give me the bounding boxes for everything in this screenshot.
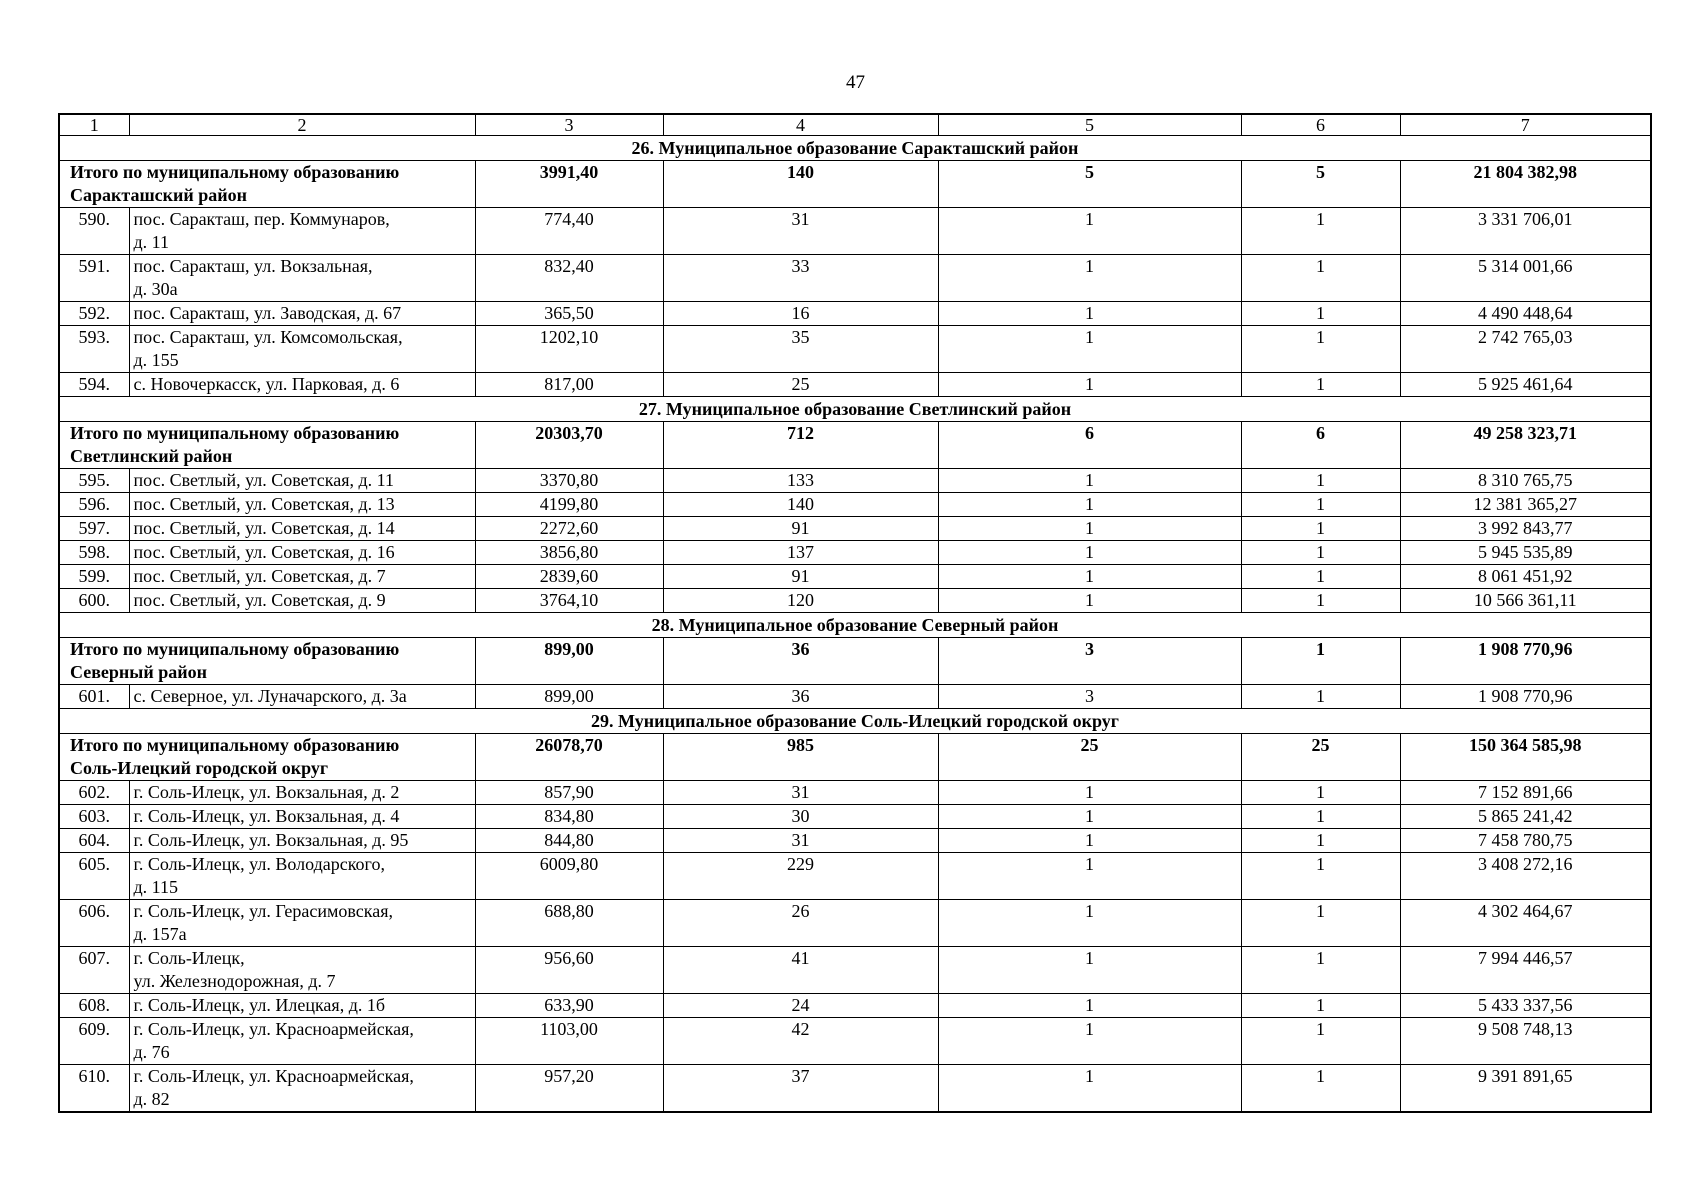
row-cost: 1 908 770,96 bbox=[1400, 685, 1651, 709]
row-cost: 7 152 891,66 bbox=[1400, 781, 1651, 805]
row-col6: 1 bbox=[1241, 589, 1400, 613]
row-address bbox=[129, 853, 475, 900]
row-cost: 3 408 272,16 bbox=[1400, 853, 1651, 900]
row-col6: 1 bbox=[1241, 1018, 1400, 1065]
column-number: 7 bbox=[1400, 114, 1651, 136]
address-line: пос. Светлый, ул. Советская, д. 11 bbox=[133, 470, 394, 490]
row-area: 834,80 bbox=[475, 805, 663, 829]
row-apartments: 26 bbox=[663, 900, 938, 947]
row-cost: 8 310 765,75 bbox=[1400, 469, 1651, 493]
row-number: 594. bbox=[59, 373, 129, 397]
total-area: 899,00 bbox=[475, 638, 663, 685]
table-row bbox=[59, 565, 1651, 589]
table-row bbox=[59, 326, 1651, 373]
total-label-line: Итого по муниципальному образованию bbox=[70, 423, 400, 443]
row-cost: 12 381 365,27 bbox=[1400, 493, 1651, 517]
column-number-row bbox=[59, 114, 1651, 136]
address-line: д. 30а bbox=[133, 279, 178, 299]
row-address bbox=[129, 829, 475, 853]
address-line: пос. Саракташ, ул. Заводская, д. 67 bbox=[133, 303, 402, 323]
row-cost: 4 490 448,64 bbox=[1400, 302, 1651, 326]
total-area: 26078,70 bbox=[475, 734, 663, 781]
address-line: д. 11 bbox=[133, 232, 169, 252]
row-area: 817,00 bbox=[475, 373, 663, 397]
row-number: 606. bbox=[59, 900, 129, 947]
row-cost: 5 945 535,89 bbox=[1400, 541, 1651, 565]
row-col6: 1 bbox=[1241, 805, 1400, 829]
address-line: г. Соль-Илецк, ул. Вокзальная, д. 4 bbox=[133, 806, 400, 826]
row-address bbox=[129, 517, 475, 541]
total-label-line: Итого по муниципальному образованию bbox=[70, 162, 400, 182]
row-apartments: 16 bbox=[663, 302, 938, 326]
row-cost: 5 433 337,56 bbox=[1400, 994, 1651, 1018]
total-col5: 25 bbox=[938, 734, 1241, 781]
row-address bbox=[129, 565, 475, 589]
table-row bbox=[59, 853, 1651, 900]
address-line: д. 157а bbox=[133, 924, 187, 944]
row-apartments: 24 bbox=[663, 994, 938, 1018]
section-total-row bbox=[59, 734, 1651, 781]
page-number: 47 bbox=[846, 72, 865, 93]
row-col6: 1 bbox=[1241, 947, 1400, 994]
row-area: 956,60 bbox=[475, 947, 663, 994]
address-line: пос. Светлый, ул. Советская, д. 16 bbox=[133, 542, 395, 562]
row-address bbox=[129, 781, 475, 805]
total-label bbox=[59, 161, 475, 208]
row-apartments: 37 bbox=[663, 1065, 938, 1113]
total-apartments: 712 bbox=[663, 422, 938, 469]
section-title: 28. Муниципальное образование Северный район bbox=[59, 613, 1651, 638]
row-number: 603. bbox=[59, 805, 129, 829]
row-area: 688,80 bbox=[475, 900, 663, 947]
row-apartments: 36 bbox=[663, 685, 938, 709]
address-line: г. Соль-Илецк, ул. Красноармейская, bbox=[133, 1066, 414, 1086]
total-cost: 1 908 770,96 bbox=[1400, 638, 1651, 685]
address-line: г. Соль-Илецк, ул. Вокзальная, д. 95 bbox=[133, 830, 409, 850]
row-cost: 5 865 241,42 bbox=[1400, 805, 1651, 829]
address-line: г. Соль-Илецк, ул. Красноармейская, bbox=[133, 1019, 414, 1039]
row-apartments: 229 bbox=[663, 853, 938, 900]
row-col5: 1 bbox=[938, 805, 1241, 829]
row-col6: 1 bbox=[1241, 781, 1400, 805]
table-row bbox=[59, 1018, 1651, 1065]
row-address bbox=[129, 947, 475, 994]
row-number: 604. bbox=[59, 829, 129, 853]
row-col6: 1 bbox=[1241, 829, 1400, 853]
address-line: д. 76 bbox=[133, 1042, 170, 1062]
address-line: г. Соль-Илецк, ул. Герасимовская, bbox=[133, 901, 393, 921]
address-line: пос. Светлый, ул. Советская, д. 9 bbox=[133, 590, 386, 610]
table-row bbox=[59, 493, 1651, 517]
row-number: 596. bbox=[59, 493, 129, 517]
section-total-row bbox=[59, 422, 1651, 469]
total-area: 20303,70 bbox=[475, 422, 663, 469]
row-area: 2272,60 bbox=[475, 517, 663, 541]
row-col6: 1 bbox=[1241, 469, 1400, 493]
total-col5: 6 bbox=[938, 422, 1241, 469]
row-col5: 3 bbox=[938, 685, 1241, 709]
address-line: д. 155 bbox=[133, 350, 179, 370]
row-col5: 1 bbox=[938, 255, 1241, 302]
section-header-row bbox=[59, 709, 1651, 734]
row-col5: 1 bbox=[938, 373, 1241, 397]
row-col6: 1 bbox=[1241, 517, 1400, 541]
row-apartments: 31 bbox=[663, 208, 938, 255]
table-row bbox=[59, 685, 1651, 709]
table-row bbox=[59, 517, 1651, 541]
row-address bbox=[129, 1065, 475, 1113]
row-address bbox=[129, 685, 475, 709]
column-number: 3 bbox=[475, 114, 663, 136]
row-apartments: 30 bbox=[663, 805, 938, 829]
row-col5: 1 bbox=[938, 541, 1241, 565]
row-area: 3370,80 bbox=[475, 469, 663, 493]
row-apartments: 35 bbox=[663, 326, 938, 373]
row-cost: 2 742 765,03 bbox=[1400, 326, 1651, 373]
total-apartments: 140 bbox=[663, 161, 938, 208]
row-address bbox=[129, 589, 475, 613]
total-col6: 25 bbox=[1241, 734, 1400, 781]
row-cost: 7 458 780,75 bbox=[1400, 829, 1651, 853]
row-col6: 1 bbox=[1241, 302, 1400, 326]
row-col5: 1 bbox=[938, 493, 1241, 517]
address-line: пос. Саракташ, ул. Вокзальная, bbox=[133, 256, 373, 276]
row-address bbox=[129, 302, 475, 326]
row-number: 591. bbox=[59, 255, 129, 302]
row-apartments: 41 bbox=[663, 947, 938, 994]
row-area: 957,20 bbox=[475, 1065, 663, 1113]
row-address bbox=[129, 994, 475, 1018]
row-col5: 1 bbox=[938, 1018, 1241, 1065]
address-line: ул. Железнодорожная, д. 7 bbox=[133, 971, 336, 991]
section-header-row bbox=[59, 397, 1651, 422]
row-apartments: 120 bbox=[663, 589, 938, 613]
row-area: 6009,80 bbox=[475, 853, 663, 900]
total-cost: 150 364 585,98 bbox=[1400, 734, 1651, 781]
column-number: 6 bbox=[1241, 114, 1400, 136]
table-row bbox=[59, 589, 1651, 613]
row-address bbox=[129, 805, 475, 829]
row-col5: 1 bbox=[938, 781, 1241, 805]
row-area: 857,90 bbox=[475, 781, 663, 805]
row-cost: 3 992 843,77 bbox=[1400, 517, 1651, 541]
row-col6: 1 bbox=[1241, 1065, 1400, 1113]
row-area: 2839,60 bbox=[475, 565, 663, 589]
row-area: 633,90 bbox=[475, 994, 663, 1018]
address-line: пос. Светлый, ул. Советская, д. 7 bbox=[133, 566, 386, 586]
row-col5: 1 bbox=[938, 853, 1241, 900]
row-address bbox=[129, 469, 475, 493]
total-label-line: Саракташский район bbox=[70, 185, 247, 205]
total-col5: 3 bbox=[938, 638, 1241, 685]
row-address bbox=[129, 493, 475, 517]
row-area: 844,80 bbox=[475, 829, 663, 853]
address-line: пос. Светлый, ул. Советская, д. 13 bbox=[133, 494, 395, 514]
row-number: 609. bbox=[59, 1018, 129, 1065]
row-col5: 1 bbox=[938, 900, 1241, 947]
total-label-line: Итого по муниципальному образованию bbox=[70, 639, 400, 659]
row-col5: 1 bbox=[938, 302, 1241, 326]
row-cost: 10 566 361,11 bbox=[1400, 589, 1651, 613]
row-col6: 1 bbox=[1241, 900, 1400, 947]
row-area: 1103,00 bbox=[475, 1018, 663, 1065]
table-row bbox=[59, 1065, 1651, 1113]
section-header-row bbox=[59, 613, 1651, 638]
row-number: 592. bbox=[59, 302, 129, 326]
column-number: 5 bbox=[938, 114, 1241, 136]
row-cost: 7 994 446,57 bbox=[1400, 947, 1651, 994]
address-line: с. Северное, ул. Луначарского, д. 3а bbox=[133, 686, 407, 706]
total-col6: 5 bbox=[1241, 161, 1400, 208]
row-number: 608. bbox=[59, 994, 129, 1018]
row-number: 597. bbox=[59, 517, 129, 541]
row-col5: 1 bbox=[938, 517, 1241, 541]
row-col6: 1 bbox=[1241, 255, 1400, 302]
row-cost: 5 314 001,66 bbox=[1400, 255, 1651, 302]
row-col6: 1 bbox=[1241, 493, 1400, 517]
row-area: 4199,80 bbox=[475, 493, 663, 517]
row-number: 595. bbox=[59, 469, 129, 493]
row-col5: 1 bbox=[938, 326, 1241, 373]
column-number: 1 bbox=[59, 114, 129, 136]
row-address bbox=[129, 326, 475, 373]
table-row bbox=[59, 900, 1651, 947]
table-row bbox=[59, 805, 1651, 829]
row-address bbox=[129, 900, 475, 947]
row-apartments: 31 bbox=[663, 781, 938, 805]
row-col5: 1 bbox=[938, 565, 1241, 589]
total-area: 3991,40 bbox=[475, 161, 663, 208]
row-apartments: 91 bbox=[663, 517, 938, 541]
row-cost: 3 331 706,01 bbox=[1400, 208, 1651, 255]
section-title: 26. Муниципальное образование Саракташский район bbox=[59, 136, 1651, 161]
table-row bbox=[59, 781, 1651, 805]
row-area: 774,40 bbox=[475, 208, 663, 255]
total-label-line: Светлинский район bbox=[70, 446, 233, 466]
total-label bbox=[59, 422, 475, 469]
row-col6: 1 bbox=[1241, 994, 1400, 1018]
total-cost: 49 258 323,71 bbox=[1400, 422, 1651, 469]
row-area: 3764,10 bbox=[475, 589, 663, 613]
row-col6: 1 bbox=[1241, 853, 1400, 900]
register-table bbox=[58, 113, 1652, 1113]
row-number: 590. bbox=[59, 208, 129, 255]
address-line: д. 115 bbox=[133, 877, 178, 897]
row-cost: 5 925 461,64 bbox=[1400, 373, 1651, 397]
row-apartments: 25 bbox=[663, 373, 938, 397]
row-number: 600. bbox=[59, 589, 129, 613]
table-row bbox=[59, 302, 1651, 326]
table-row bbox=[59, 469, 1651, 493]
row-col5: 1 bbox=[938, 208, 1241, 255]
total-col5: 5 bbox=[938, 161, 1241, 208]
total-apartments: 985 bbox=[663, 734, 938, 781]
total-apartments: 36 bbox=[663, 638, 938, 685]
row-apartments: 91 bbox=[663, 565, 938, 589]
row-col5: 1 bbox=[938, 589, 1241, 613]
row-address bbox=[129, 541, 475, 565]
row-number: 598. bbox=[59, 541, 129, 565]
column-number: 2 bbox=[129, 114, 475, 136]
row-number: 601. bbox=[59, 685, 129, 709]
row-number: 610. bbox=[59, 1065, 129, 1113]
row-number: 607. bbox=[59, 947, 129, 994]
table-row bbox=[59, 255, 1651, 302]
address-line: пос. Саракташ, пер. Коммунаров, bbox=[133, 209, 390, 229]
row-cost: 9 508 748,13 bbox=[1400, 1018, 1651, 1065]
row-area: 3856,80 bbox=[475, 541, 663, 565]
row-col6: 1 bbox=[1241, 685, 1400, 709]
table-row bbox=[59, 829, 1651, 853]
row-apartments: 33 bbox=[663, 255, 938, 302]
row-address bbox=[129, 255, 475, 302]
address-line: пос. Саракташ, ул. Комсомольская, bbox=[133, 327, 403, 347]
row-col6: 1 bbox=[1241, 373, 1400, 397]
row-address bbox=[129, 208, 475, 255]
row-col5: 1 bbox=[938, 947, 1241, 994]
section-title: 29. Муниципальное образование Соль-Илецкий городской округ bbox=[59, 709, 1651, 734]
row-col6: 1 bbox=[1241, 541, 1400, 565]
row-col5: 1 bbox=[938, 1065, 1241, 1113]
total-label-line: Северный район bbox=[70, 662, 207, 682]
total-cost: 21 804 382,98 bbox=[1400, 161, 1651, 208]
address-line: г. Соль-Илецк, ул. Володарского, bbox=[133, 854, 385, 874]
row-number: 605. bbox=[59, 853, 129, 900]
address-line: г. Соль-Илецк, ул. Вокзальная, д. 2 bbox=[133, 782, 400, 802]
row-cost: 4 302 464,67 bbox=[1400, 900, 1651, 947]
row-address bbox=[129, 1018, 475, 1065]
row-area: 365,50 bbox=[475, 302, 663, 326]
address-line: г. Соль-Илецк, bbox=[133, 948, 245, 968]
address-line: пос. Светлый, ул. Советская, д. 14 bbox=[133, 518, 395, 538]
table-row bbox=[59, 994, 1651, 1018]
row-area: 899,00 bbox=[475, 685, 663, 709]
address-line: г. Соль-Илецк, ул. Илецкая, д. 1б bbox=[133, 995, 386, 1015]
total-label bbox=[59, 638, 475, 685]
row-number: 599. bbox=[59, 565, 129, 589]
table-row bbox=[59, 373, 1651, 397]
table-row bbox=[59, 541, 1651, 565]
row-apartments: 137 bbox=[663, 541, 938, 565]
row-apartments: 42 bbox=[663, 1018, 938, 1065]
row-col5: 1 bbox=[938, 469, 1241, 493]
row-address bbox=[129, 373, 475, 397]
row-col5: 1 bbox=[938, 829, 1241, 853]
row-cost: 8 061 451,92 bbox=[1400, 565, 1651, 589]
table-row bbox=[59, 208, 1651, 255]
section-header-row bbox=[59, 136, 1651, 161]
total-col6: 1 bbox=[1241, 638, 1400, 685]
row-area: 1202,10 bbox=[475, 326, 663, 373]
address-line: д. 82 bbox=[133, 1089, 170, 1109]
row-number: 602. bbox=[59, 781, 129, 805]
row-apartments: 140 bbox=[663, 493, 938, 517]
total-label-line: Итого по муниципальному образованию bbox=[70, 735, 400, 755]
section-total-row bbox=[59, 638, 1651, 685]
section-total-row bbox=[59, 161, 1651, 208]
section-title: 27. Муниципальное образование Светлинский район bbox=[59, 397, 1651, 422]
row-col5: 1 bbox=[938, 994, 1241, 1018]
row-number: 593. bbox=[59, 326, 129, 373]
row-cost: 9 391 891,65 bbox=[1400, 1065, 1651, 1113]
total-label-line: Соль-Илецкий городской округ bbox=[70, 758, 329, 778]
row-col6: 1 bbox=[1241, 565, 1400, 589]
row-col6: 1 bbox=[1241, 326, 1400, 373]
row-apartments: 31 bbox=[663, 829, 938, 853]
total-label bbox=[59, 734, 475, 781]
row-col6: 1 bbox=[1241, 208, 1400, 255]
address-line: с. Новочеркасск, ул. Парковая, д. 6 bbox=[133, 374, 400, 394]
row-apartments: 133 bbox=[663, 469, 938, 493]
total-col6: 6 bbox=[1241, 422, 1400, 469]
table-row bbox=[59, 947, 1651, 994]
column-number: 4 bbox=[663, 114, 938, 136]
row-area: 832,40 bbox=[475, 255, 663, 302]
